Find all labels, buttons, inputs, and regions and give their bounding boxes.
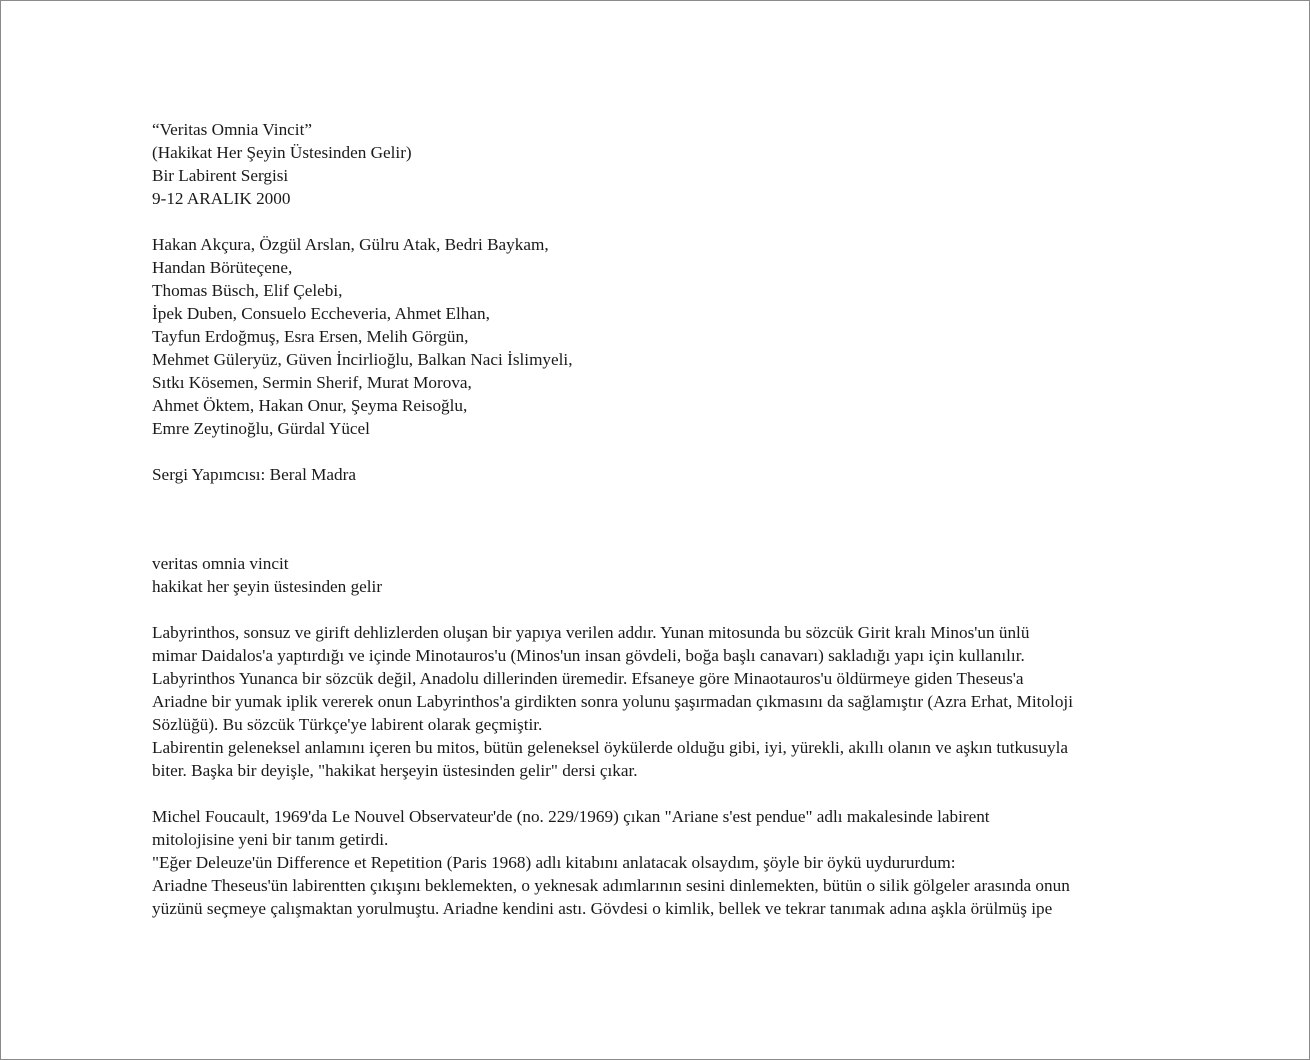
- paragraph-line: "Eğer Deleuze'ün Difference et Repetition (Paris 1968) adlı kitabını anlatacak olsaydım, şöyle bir öykü uydururdum:: [152, 853, 956, 872]
- exhibition-dates: 9-12 ARALIK 2000: [152, 189, 291, 208]
- paragraph-line: Michel Foucault, 1969'da Le Nouvel Observateur'de (no. 229/1969) çıkan "Ariane s'est pendue" adlı makalesinde labirent: [152, 807, 990, 826]
- paragraph-labyrinthos: [152, 621, 1232, 782]
- curator-line: Sergi Yapımcısı: Beral Madra: [152, 465, 356, 484]
- artist-line: Emre Zeytinoğlu, Gürdal Yücel: [152, 419, 370, 438]
- artist-line: İpek Duben, Consuelo Eccheveria, Ahmet Elhan,: [152, 304, 490, 323]
- spacer: [152, 440, 1232, 463]
- paragraph-line: mimar Daidalos'a yaptırdığı ve içinde Minotauros'u (Minos'un insan gövdeli, boğa başlı canavarı) sakladığı yapı için kullanılır.: [152, 646, 1025, 665]
- header-block: [152, 118, 1232, 210]
- paragraph-line: biter. Başka bir deyişle, "hakikat herşeyin üstesinden gelir" dersi çıkar.: [152, 761, 638, 780]
- motto-translation: (Hakikat Her Şeyin Üstesinden Gelir): [152, 143, 412, 162]
- artist-list: [152, 233, 1232, 440]
- spacer: [152, 598, 1232, 621]
- paragraph-line: Ariadne bir yumak iplik vererek onun Labyrinthos'a girdikten sonra yolunu şaşırmadan çıkmasını da sağlamıştır (Azra Erhat, Mitoloji: [152, 692, 1073, 711]
- artist-line: Handan Börüteçene,: [152, 258, 293, 277]
- exhibition-title: Bir Labirent Sergisi: [152, 166, 289, 185]
- subtitle-block: [152, 552, 1232, 598]
- paragraph-foucault: [152, 805, 1232, 920]
- artist-line: Mehmet Güleryüz, Güven İncirlioğlu, Balkan Naci İslimyeli,: [152, 350, 573, 369]
- artist-line: Thomas Büsch, Elif Çelebi,: [152, 281, 343, 300]
- spacer: [152, 782, 1232, 805]
- artist-line: Hakan Akçura, Özgül Arslan, Gülru Atak, Bedri Baykam,: [152, 235, 549, 254]
- spacer: [152, 486, 1232, 552]
- paragraph-line: Labyrinthos Yunanca bir sözcük değil, Anadolu dillerinden üremedir. Efsaneye göre Minaotauros'u öldürmeye giden Theseus'a: [152, 669, 1024, 688]
- subtitle-line: hakikat her şeyin üstesinden gelir: [152, 577, 383, 596]
- spacer: [152, 210, 1232, 233]
- paragraph-line: Labirentin geleneksel anlamını içeren bu mitos, bütün geleneksel öykülerde olduğu gibi, iyi, yürekli, akıllı olanın ve aşkın tutkusuyla: [152, 738, 1068, 757]
- paragraph-line: Ariadne Theseus'ün labirentten çıkışını beklemekten, o yeknesak adımlarının sesini dinlemekten, bütün o silik gölgeler arasında onun: [152, 876, 1070, 895]
- artist-line: Tayfun Erdoğmuş, Esra Ersen, Melih Görgün,: [152, 327, 469, 346]
- artist-line: Ahmet Öktem, Hakan Onur, Şeyma Reisoğlu,: [152, 396, 468, 415]
- paragraph-line: Sözlüğü). Bu sözcük Türkçe'ye labirent olarak geçmiştir.: [152, 715, 543, 734]
- subtitle-line: veritas omnia vincit: [152, 554, 289, 573]
- document-body: [152, 118, 1232, 920]
- motto: “Veritas Omnia Vincit”: [152, 120, 312, 139]
- artist-line: Sıtkı Kösemen, Sermin Sherif, Murat Morova,: [152, 373, 472, 392]
- paragraph-line: yüzünü seçmeye çalışmaktan yorulmuştu. Ariadne kendini astı. Gövdesi o kimlik, bellek ve tekrar tanımak adına aşkla örülmüş ipe: [152, 899, 1053, 918]
- paragraph-line: mitolojisine yeni bir tanım getirdi.: [152, 830, 389, 849]
- paragraph-line: Labyrinthos, sonsuz ve girift dehlizlerden oluşan bir yapıya verilen addır. Yunan mitosunda bu sözcük Girit kralı Minos'un ünlü: [152, 623, 1030, 642]
